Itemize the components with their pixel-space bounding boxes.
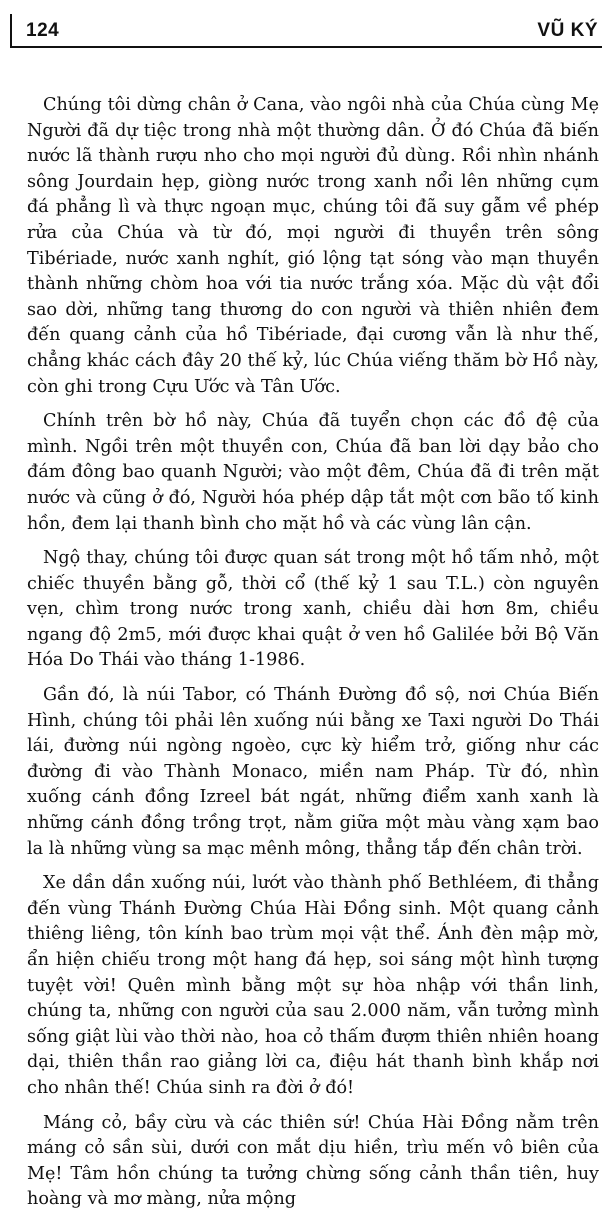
page-number: 124 — [26, 20, 60, 41]
paragraph: Chính trên bờ hồ này, Chúa đã tuyển chọn các đồ đệ của mình. Ngồi trên một thuyền con, Chúa đã ban lời dạy bảo cho đám đông bao quanh Người; vào một đêm, Chúa đã đi trên mặt nước và cũng ở đó, Người hóa phép dập tắt một cơn bão tố kinh hồn, đem lại thanh bình cho mặt hồ và các vùng lân cận. — [27, 411, 599, 534]
paragraph: Ngộ thay, chúng tôi được quan sát trong một hồ tấm nhỏ, một chiếc thuyền bằng gỗ, thời cổ (thế kỷ 1 sau T.L.) còn nguyên vẹn, chìm trong nước trong xanh, chiều dài hơn 8m, chiều ngang độ 2m5, mới được khai quật ở ven hồ Galilée bởi Bộ Văn Hóa Do Thái vào tháng 1-1986. — [27, 548, 599, 671]
running-title: VŨ KÝ — [537, 20, 598, 41]
paragraph: Gần đó, là núi Tabor, có Thánh Đường đồ sộ, nơi Chúa Biến Hình, chúng tôi phải lên xuống núi bằng xe Taxi người Do Thái lái, đường núi ngòng ngoèo, cực kỳ hiểm trở, giống như các đường đi vào Thành Monaco, miền nam Pháp. Từ đó, nhìn xuống cánh đồng Izreel bát ngát, những điểm xanh xanh là những cánh đồng trồng trọt, nằm giữa một màu vàng xạm bao la là những vùng sa mạc mênh mông, thẳng tắp đến chân trời. — [27, 685, 599, 859]
page-header — [10, 14, 602, 48]
paragraph: Xe dần dần xuống núi, lướt vào thành phố Bethléem, đi thẳng đến vùng Thánh Đường Chúa Hài Đồng sinh. Một quang cảnh thiêng liêng, tôn kính bao trùm mọi vật thể. Ánh đèn mập mờ, ẩn hiện chiếu trong một hang đá hẹp, soi sáng một hình tượng tuyệt vời! Quên mình bằng một sự hòa nhập với thần linh, chúng ta, những con người của sau 2.000 năm, vẫn tưởng mình sống giật lùi vào thời nào, hoa cỏ thấm đượm thiên nhiên hoang dại, thiên thần rao giảng lời ca, điệu hát thanh bình khắp nơi cho nhân thế! Chúa sinh ra đời ở đó! — [27, 873, 599, 1098]
paragraph: Chúng tôi dừng chân ở Cana, vào ngôi nhà của Chúa cùng Mẹ Người đã dự tiệc trong nhà một thường dân. Ở đó Chúa đã biến nước lã thành rượu nho cho mọi người đủ dùng. Rồi nhìn nhánh sông Jourdain hẹp, giòng nước trong xanh nổi lên những cụm đá phẳng lì và thực ngoạn mục, chúng tôi đã suy gẫm về phép rửa của Chúa và từ đó, mọi người đi thuyền trên sông Tibériade, nước xanh nghít, gió lộng tạt sóng vào mạn thuyền thành những chòm hoa với tia nước trắng xóa. Mặc dù vật đổi sao dời, những tang thương do con người và thiên nhiên đem đến quang cảnh của hồ Tibériade, đại cương vẫn là như thế, chẳng khác cách đây 20 thế kỷ, lúc Chúa viếng thăm bờ Hồ này, còn ghi trong Cựu Ước và Tân Ước. — [27, 95, 599, 397]
paragraph: Máng cỏ, bầy cừu và các thiên sứ! Chúa Hài Đồng nằm trên máng cỏ sần sùi, dưới con mắt dịu hiền, trìu mến vô biên của Mẹ! Tâm hồn chúng ta tưởng chừng sống cảnh thần tiên, huy hoàng và mơ màng, nửa mộng — [27, 1112, 599, 1210]
body-text — [27, 93, 599, 1222]
